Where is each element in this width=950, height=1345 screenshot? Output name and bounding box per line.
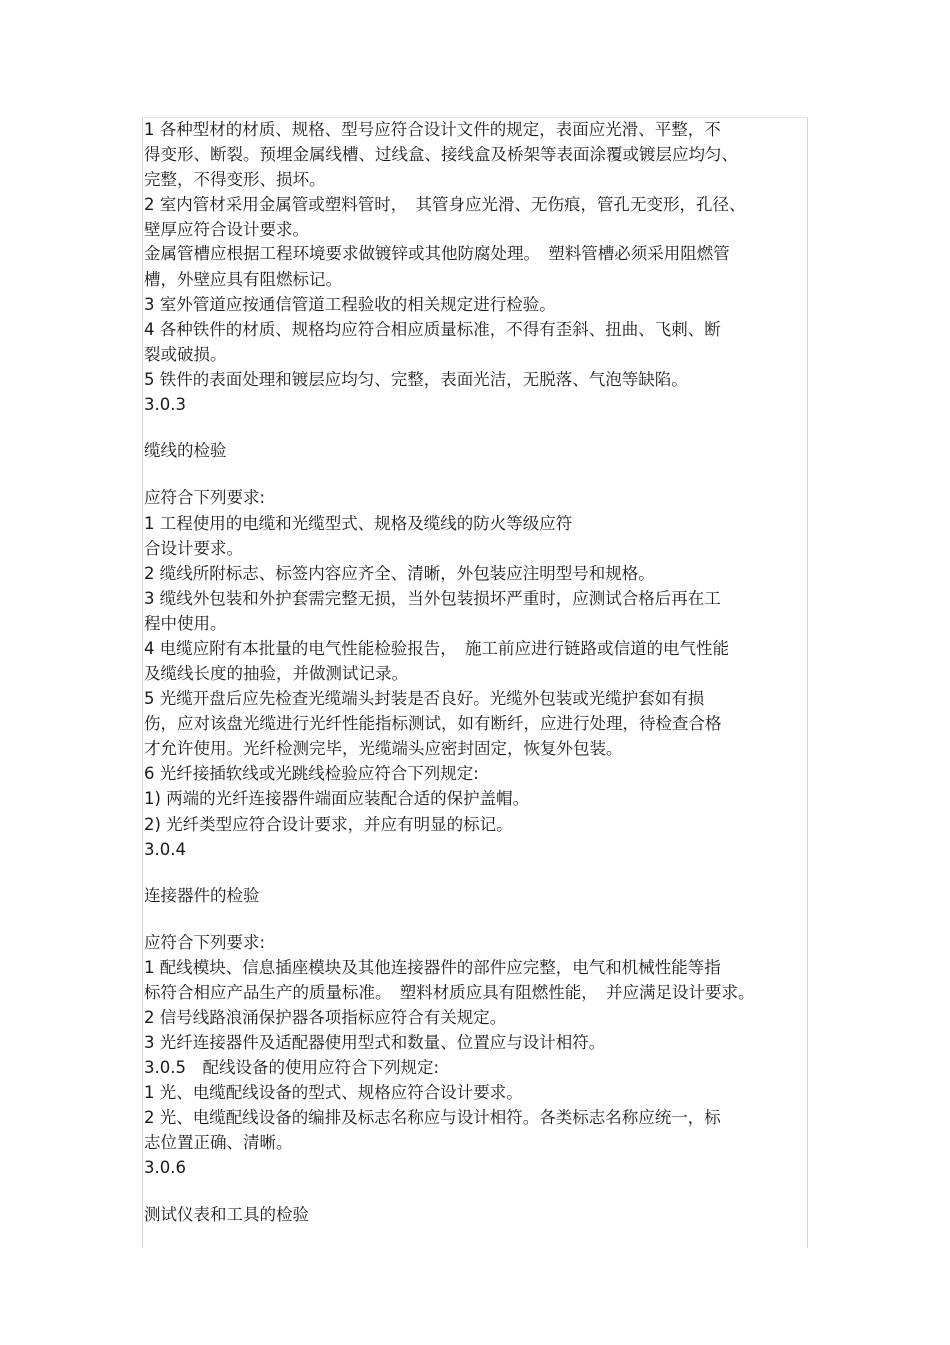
section-number: 3.0.5 配线设备的使用应符合下列规定:	[144, 1058, 440, 1077]
text-line: 1 光、电缆配线设备的型式、规格应符合设计要求。	[144, 1083, 523, 1102]
text-line: 槽，外壁应具有阻燃标记。	[144, 270, 342, 289]
text-line: 6 光纤接插软线或光跳线检验应符合下列规定:	[144, 764, 479, 783]
text-line: 裂或破损。	[144, 345, 227, 364]
text-line: 金属管槽应根据工程环境要求做镀锌或其他防腐处理。 塑料管槽必须采用阻燃管	[144, 244, 730, 263]
text-line: 及缆线长度的抽验，并做测试记录。	[144, 664, 408, 683]
text-line: 3 缆线外包装和外护套需完整无损，当外包装损坏严重时，应测试合格后再在工	[144, 589, 721, 608]
text-line: 2 缆线所附标志、标签内容应齐全、清晰，外包装应注明型号和规格。	[144, 564, 655, 583]
section-heading: 测试仪表和工具的检验	[144, 1205, 309, 1224]
text-line: 5 铁件的表面处理和镀层应均匀、完整，表面光洁，无脱落、气泡等缺陷。	[144, 370, 688, 389]
text-line: 应符合下列要求:	[144, 933, 266, 952]
text-line: 3 光纤连接器件及适配器使用型式和数量、位置应与设计相符。	[144, 1033, 606, 1052]
section-number: 3.0.3	[144, 395, 186, 414]
text-line: 壁厚应符合设计要求。	[144, 220, 309, 239]
text-line: 2) 光纤类型应符合设计要求，并应有明显的标记。	[144, 815, 513, 834]
section-heading: 缆线的检验	[144, 441, 227, 460]
text-line: 1 工程使用的电缆和光缆型式、规格及缆线的防火等级应符	[144, 514, 573, 533]
text-line: 完整，不得变形、损坏。	[144, 170, 326, 189]
text-line: 4 电缆应附有本批量的电气性能检验报告， 施工前应进行链路或信道的电气性能	[144, 639, 729, 658]
section-heading: 连接器件的检验	[144, 886, 260, 905]
text-line: 2 信号线路浪涌保护器各项指标应符合有关规定。	[144, 1008, 507, 1027]
section-number: 3.0.6	[144, 1158, 186, 1177]
text-line: 1 配线模块、信息插座模块及其他连接器件的部件应完整，电气和机械性能等指	[144, 958, 721, 977]
text-line: 2 光、电缆配线设备的编排及标志名称应与设计相符。各类标志名称应统一，标	[144, 1108, 721, 1127]
text-line: 1) 两端的光纤连接器件端面应装配合适的保护盖帽。	[144, 789, 530, 808]
text-line: 1 各种型材的材质、规格、型号应符合设计文件的规定，表面应光滑、平整，不	[144, 120, 721, 139]
text-line: 标符合相应产品生产的质量标准。 塑料材质应具有阻燃性能， 并应满足设计要求。	[144, 983, 755, 1002]
text-line: 5 光缆开盘后应先检查光缆端头封装是否良好。光缆外包装或光缆护套如有损	[144, 689, 705, 708]
text-line: 得变形、断裂。预埋金属线槽、过线盒、接线盒及桥架等表面涂覆或镀层应均匀、	[144, 145, 738, 164]
section-number: 3.0.4	[144, 840, 186, 859]
text-line: 2 室内管材采用金属管或塑料管时， 其管身应光滑、无伤痕，管孔无变形，孔径、	[144, 195, 746, 214]
text-line: 4 各种铁件的材质、规格均应符合相应质量标准，不得有歪斜、扭曲、飞刺、断	[144, 320, 721, 339]
text-line: 志位置正确、清晰。	[144, 1133, 293, 1152]
text-line: 才允许使用。光纤检测完毕，光缆端头应密封固定，恢复外包装。	[144, 739, 623, 758]
text-line: 程中使用。	[144, 614, 227, 633]
text-line: 合设计要求。	[144, 539, 243, 558]
text-line: 伤，应对该盘光缆进行光纤性能指标测试，如有断纤，应进行处理，待检查合格	[144, 714, 722, 733]
text-line: 应符合下列要求:	[144, 488, 266, 507]
text-line: 3 室外管道应按通信管道工程验收的相关规定进行检验。	[144, 295, 556, 314]
